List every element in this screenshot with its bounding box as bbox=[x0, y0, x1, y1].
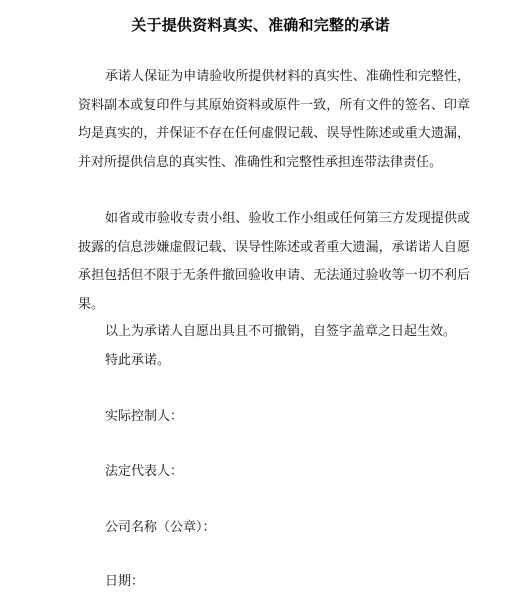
controller-signature-label: 实际控制人： bbox=[105, 409, 184, 424]
legal-representative-label: 法定代表人： bbox=[105, 464, 184, 479]
paragraph-closing: 特此承诺。 bbox=[105, 353, 171, 368]
company-seal-label: 公司名称（公章）： bbox=[105, 520, 216, 535]
paragraph-authenticity-guarantee: 承诺人保证为申请验收所提供材料的真实性、准确性和完整性，资料副本或复印件与其原始资料或原件一致，所有文件的签名、印章均是真实的，并保证不存在任何虚假记载、误导性陈述或重大遗漏，并对所提供信息的真实性、准确性和完整性承担连带法律责任。 bbox=[78, 69, 470, 170]
paragraph-effective-clause: 以上为承诺人自愿出具且不可撤销，自签字盖章之日起生效。 bbox=[105, 324, 457, 339]
document-title: 关于提供资料真实、准确和完整的承诺 bbox=[131, 16, 390, 34]
paragraph-liability-consequences: 如省或市验收专责小组、验收工作小组或任何第三方发现提供或披露的信息涉嫌虚假记载、误导性陈述或者重大遗漏，承诺诺人自愿承担包括但不限于无条件撤回验收申请、无法通过验收等一切不利后果。 bbox=[78, 211, 470, 312]
date-label: 日期： bbox=[105, 574, 145, 589]
